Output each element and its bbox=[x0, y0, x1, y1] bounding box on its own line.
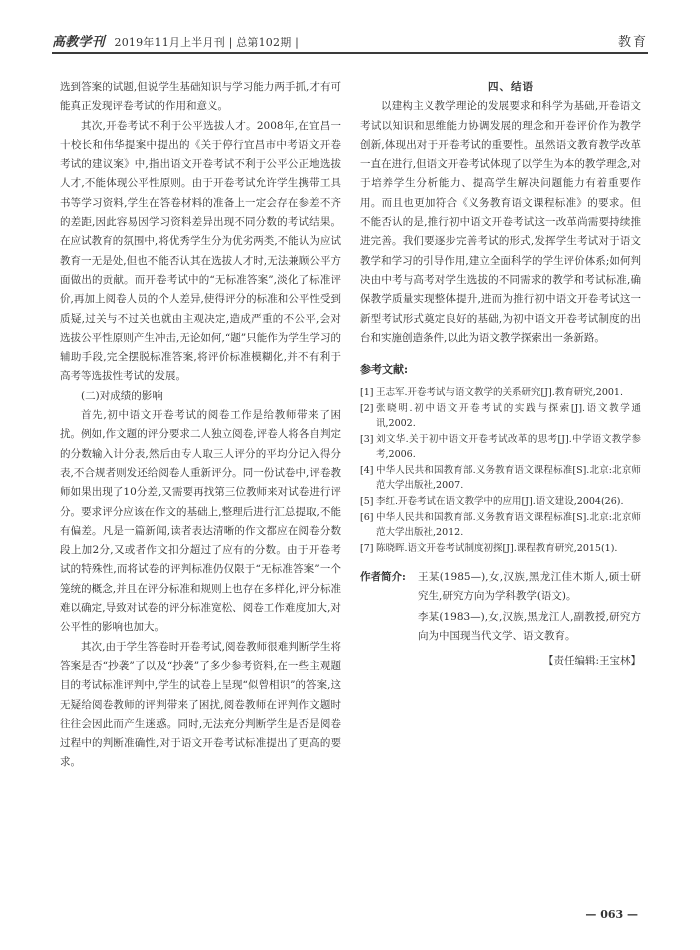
reference-text: 陈晓晖.语文开卷考试制度初探[J].课程教育研究,2015(1). bbox=[376, 543, 618, 555]
author-bio-line: 王某(1985—),女,汉族,黑龙江佳木斯人,硕士研究生,研究方向为学科教学(语文)。 bbox=[418, 571, 641, 603]
reference-item bbox=[360, 541, 641, 556]
right-column bbox=[360, 78, 641, 672]
author-bio-line: 李某(1983—),女,汉族,黑龙江人,副教授,研究方向为中国现当代文学、语文教育。 bbox=[418, 611, 641, 643]
reference-item bbox=[360, 385, 641, 400]
author-bio bbox=[360, 568, 641, 648]
header-rule bbox=[52, 52, 648, 54]
subheading: (二)对成绩的影响 bbox=[81, 389, 163, 402]
references-title: 参考文献: bbox=[360, 363, 409, 377]
reference-number: [2] bbox=[360, 403, 374, 415]
reference-number: [7] bbox=[360, 543, 374, 555]
page-number: — 063 — bbox=[585, 908, 638, 921]
left-paragraph-3: 首先,初中语文开卷考试的阅卷工作是给教师带来了困扰。例如,作文题的评分要求二人独立阅卷,评卷人将各自判定的分数输入计分表,然后由专人取三人评分的平均分记入得分表,不合规者则发还给阅卷人重新评分。同一份试卷中,评卷教师如果出现了10分差,又需要再找第三位教师来对试卷进行评分。要求评分应该在作文的基础上,整理后进行汇总提取,不能有偏差。凡是一篇新闻,读者表达清晰的作文都应在阅卷分数段上加2分,又或者作文扣分超过了应有的分数。由于开卷考试的特殊性,而将试卷的评判标准仍仅限于“无标准答案”一个笼统的概念,并且在评分标准和规则上也存在多样化,评分标准难以确定,导致对试卷的评分标准宽松、阅卷工作难度加大,对公平性的影响也加大。 bbox=[60, 409, 341, 634]
reference-item bbox=[360, 401, 641, 431]
page-header bbox=[52, 28, 648, 50]
left-paragraph-2: 其次,开卷考试不利于公平选拔人才。2008年,在宜昌一十校长和伟华提案中提出的《关于停行宜昌市中考语文开卷考试的建议案》中,指出语文开卷考试不利于公平公正地选拔人才,不能体现公平性原则。由于开卷考试允许学生携带工具书等学习资料,学生在答卷材料的准备上一定会存在参差不齐的差距,因此容易因学习资料差异出现不同分数的考试结果。在应试教育的氛围中,将优秀学生分为优劣两类,不能认为应试教育一无是处,但也不能否认其在选拔人才时,无法兼顾公平方面做出的贡献。而开卷考试中的“无标准答案”,淡化了标准评价,再加上阅卷人员的个人差异,使得评分的标准和公平性受到质疑,过关与不过关也就由主观决定,造成严重的不公平,会对选拔公平性原则产生冲击,无论如何,“题”只能作为学生学习的辅助手段,完全摆脱标准答案,将评价标准模糊化,并不有利于高考等选拔性考试的发展。 bbox=[60, 119, 341, 383]
reference-number: [6] bbox=[360, 512, 374, 524]
left-paragraph-1: 选到答案的试题,但说学生基础知识与学习能力两手抓,才有可能真正发现评卷考试的作用和意义。 bbox=[60, 81, 341, 113]
author-bio-label: 作者简介: bbox=[360, 571, 406, 584]
left-paragraph-4: 其次,由于学生答卷时开卷考试,阅卷教师很难判断学生将答案是否“抄袭”了以及“抄袭”了多少参考资料,在一些主观题目的考试标准评判中,学生的试卷上呈现“似曾相识”的答案,这无疑给阅卷教师的评判带来了困扰,阅卷教师在评判作文题时往往会因此而产生迷惑。同时,无法充分判断学生是否是阅卷过程中的判断准确性,对于语文开卷考试标准提出了更高的要求。 bbox=[60, 640, 341, 769]
editor-note: 【责任编辑:王宝林】 bbox=[542, 655, 641, 668]
left-column bbox=[60, 78, 341, 773]
reference-item bbox=[360, 463, 641, 493]
reference-number: [4] bbox=[360, 465, 374, 477]
reference-number: [1] bbox=[360, 387, 374, 399]
references-list bbox=[360, 385, 641, 556]
reference-text: 刘文华.关于初中语文开卷考试改革的思考[J].中学语文教学参考,2006. bbox=[376, 434, 641, 461]
section-name: 教育 bbox=[617, 35, 648, 50]
section-title: 四、结语 bbox=[488, 81, 534, 93]
journal-name: 高教学刊 bbox=[52, 35, 105, 50]
reference-text: 李红.开卷考试在语文教学中的应用[J].语文建设,2004(26). bbox=[376, 496, 624, 508]
conclusion-paragraph: 以建构主义教学理论的发展要求和科学为基础,开卷语文考试以知识和思维能力协调发展的理念和开卷评价作为教学创新,体现出对于开卷考试的重要性。虽然语文教育教学改革一直在进行,但语文开卷考试体现了以学生为本的教学理念,对于培养学生分析能力、提高学生解决问题能力有着重要作用。而且也更加符合《义务教育语文课程标准》的要求。但不能否认的是,推行初中语文开卷考试这一改革尚需要持续推进完善。我们要逐步完善考试的形式,发挥学生考试对于语文教学和学习的引导作用,建立全面科学的学生评价体系;如何判决由中考与高考对学生选拔的不同需求的教学和考试标准,确保教学质量实现整体提升,进而为推行初中语文开卷考试这一新型考试形式奠定良好的基础,为初中语文开卷考试制度的出台和实施创造条件,以此为语文教学探索出一条新路。 bbox=[360, 100, 641, 344]
issue-info: 2019年11月上半月刊 | 总第102期 | bbox=[114, 36, 300, 49]
reference-item bbox=[360, 510, 641, 540]
reference-text: 中华人民共和国教育部.义务教育语文课程标准[S].北京:北京师范大学出版社,2007. bbox=[376, 465, 641, 492]
reference-text: 张晓明.初中语文开卷考试的实践与探索[J].语文教学通讯,2002. bbox=[376, 403, 641, 430]
reference-number: [3] bbox=[360, 434, 374, 446]
reference-text: 中华人民共和国教育部.义务教育语文课程标准[S].北京:北京师范大学出版社,2012. bbox=[376, 512, 641, 539]
header-left bbox=[52, 31, 299, 50]
reference-number: [5] bbox=[360, 496, 374, 508]
reference-item bbox=[360, 432, 641, 462]
reference-item bbox=[360, 494, 641, 509]
author-bio-text bbox=[418, 568, 641, 648]
reference-text: 王志军.开卷考试与语文教学的关系研究[J].教育研究,2001. bbox=[376, 387, 623, 399]
